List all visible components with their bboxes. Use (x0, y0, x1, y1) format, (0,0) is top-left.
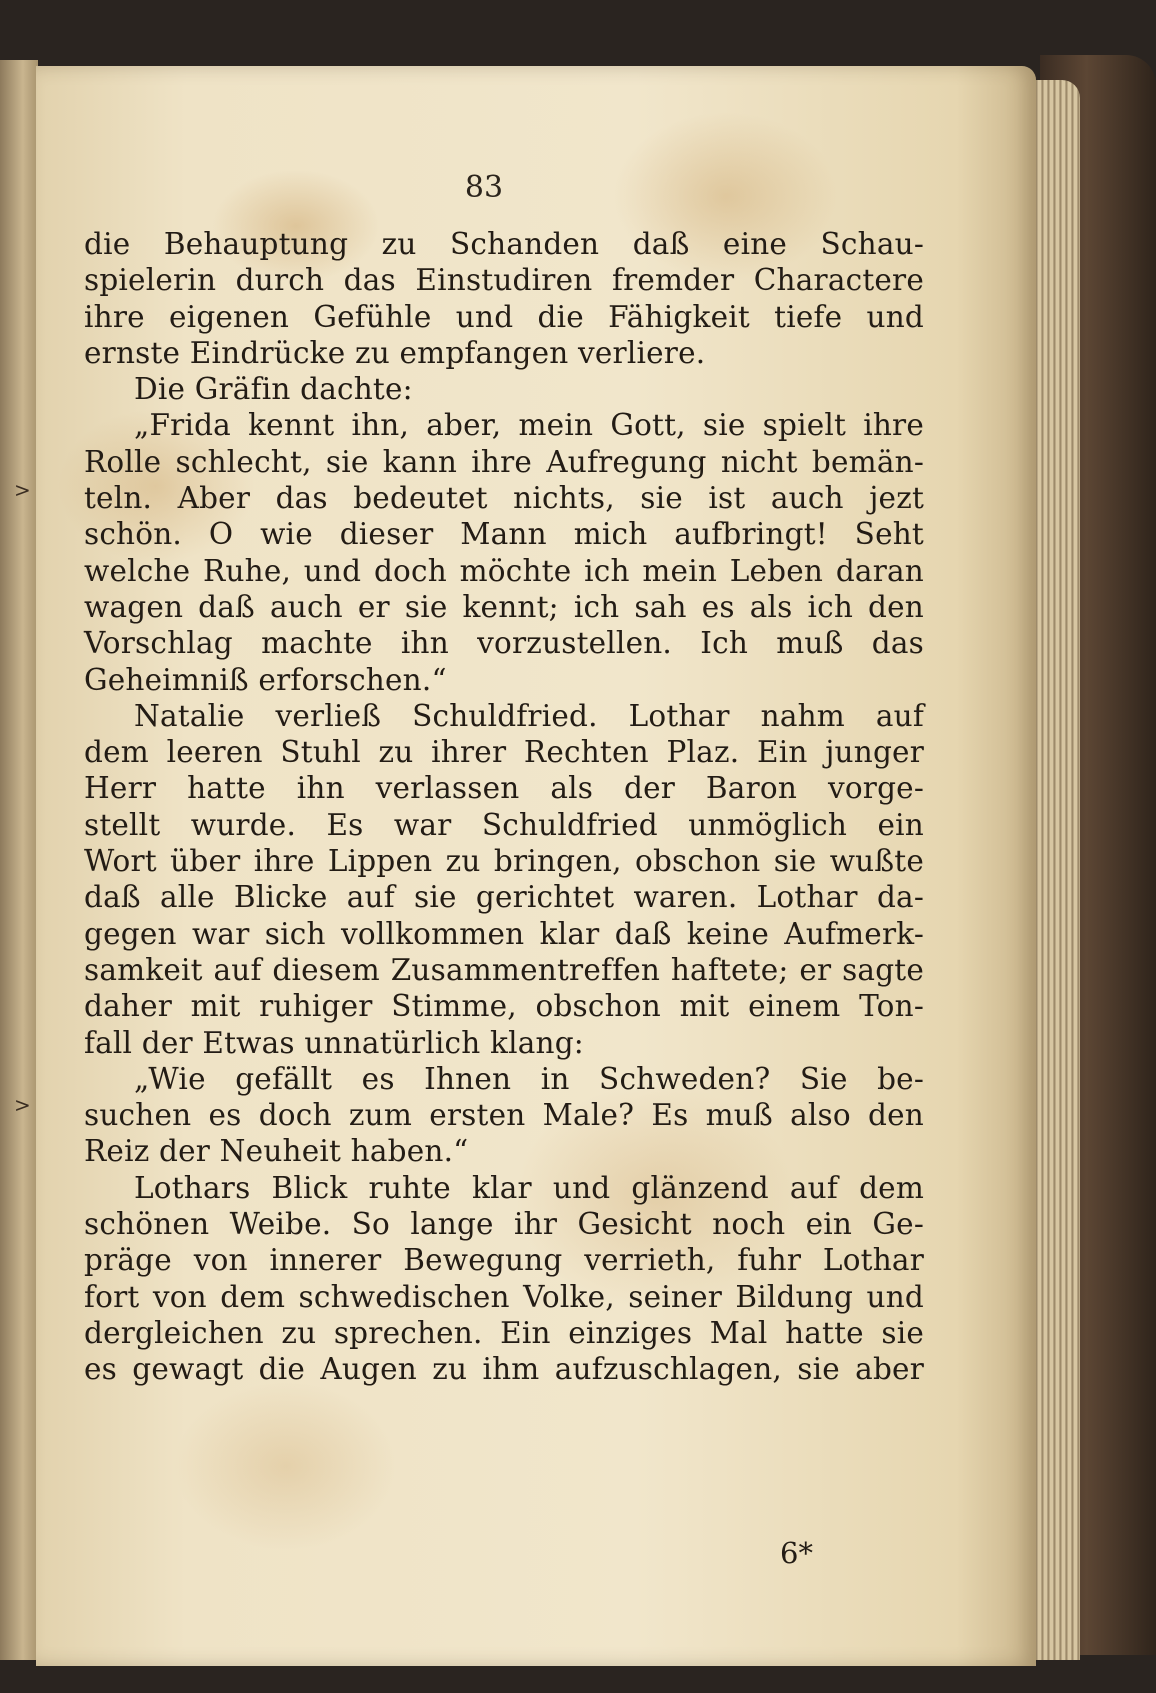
text-line: präge von innerer Bewegung verrieth, fuhr Lothar (84, 1243, 924, 1278)
printer-signature: 6* (780, 1536, 813, 1570)
text-line: schönen Weibe. So lange ihr Gesicht noch ein Ge- (84, 1207, 924, 1242)
text-line: es gewagt die Augen zu ihm aufzuschlagen, sie aber (84, 1352, 924, 1387)
text-line: daher mit ruhiger Stimme, obschon mit einem Ton- (84, 989, 924, 1024)
text-line: Vorschlag machte ihn vorzustellen. Ich muß das (84, 626, 924, 661)
text-line: ernste Eindrücke zu empfangen verliere. (84, 335, 706, 370)
text-line: ihre eigenen Gefühle und die Fähigkeit tiefe und (84, 299, 924, 334)
text-line: Lothars Blick ruhte klar und glänzend auf dem (134, 1170, 924, 1205)
text-line: suchen es doch zum ersten Male? Es muß also den (84, 1098, 924, 1133)
text-line: samkeit auf diesem Zusammentreffen haftete; er sagte (84, 952, 924, 987)
text-line: Reiz der Neuheit haben.“ (84, 1134, 469, 1169)
text-line: „Frida kennt ihn, aber, mein Gott, sie spielt ihre (134, 408, 924, 443)
text-line: Wort über ihre Lippen zu bringen, obschon sie wußte (84, 844, 924, 879)
text-line: Rolle schlecht, sie kann ihre Aufregung nicht bemän- (84, 444, 924, 479)
text-line: wagen daß auch er sie kennt; ich sah es als ich den (84, 589, 924, 624)
text-line: spielerin durch das Einstudiren fremder Charactere (84, 263, 924, 298)
text-line: daß alle Blicke auf sie gerichtet waren. Lothar da- (84, 880, 924, 915)
facing-page-edge (0, 60, 38, 1660)
text-line: stellt wurde. Es war Schuldfried unmöglich ein (84, 807, 924, 842)
margin-mark: > (14, 478, 31, 502)
margin-mark: > (14, 1093, 31, 1117)
text-line: Natalie verließ Schuldfried. Lothar nahm auf (134, 698, 924, 733)
text-line: schön. O wie dieser Mann mich aufbringt! Seht (84, 517, 924, 552)
text-line: gegen war sich vollkommen klar daß keine Aufmerk- (84, 916, 924, 951)
text-line: Herr hatte ihn verlassen als der Baron vorge- (84, 771, 924, 806)
text-line: „Wie gefällt es Ihnen in Schweden? Sie be- (134, 1061, 924, 1096)
text-line: Die Gräfin dachte: (134, 372, 413, 407)
book-page (36, 66, 1036, 1666)
text-line: Geheimniß erforschen.“ (84, 662, 447, 697)
text-line: fall der Etwas unnatürlich klang: (84, 1025, 584, 1060)
text-line: teln. Aber das bedeutet nichts, sie ist auch jezt (84, 481, 924, 516)
body-text (84, 226, 924, 1388)
text-line: dergleichen zu sprechen. Ein einziges Mal hatte sie (84, 1315, 924, 1350)
page-number: 83 (464, 170, 504, 205)
text-line: fort von dem schwedischen Volke, seiner Bildung und (84, 1279, 924, 1314)
text-line: dem leeren Stuhl zu ihrer Rechten Plaz. Ein junger (84, 735, 924, 770)
text-line: welche Ruhe, und doch möchte ich mein Leben daran (84, 553, 924, 588)
text-line: die Behauptung zu Schanden daß eine Schau- (84, 227, 924, 261)
